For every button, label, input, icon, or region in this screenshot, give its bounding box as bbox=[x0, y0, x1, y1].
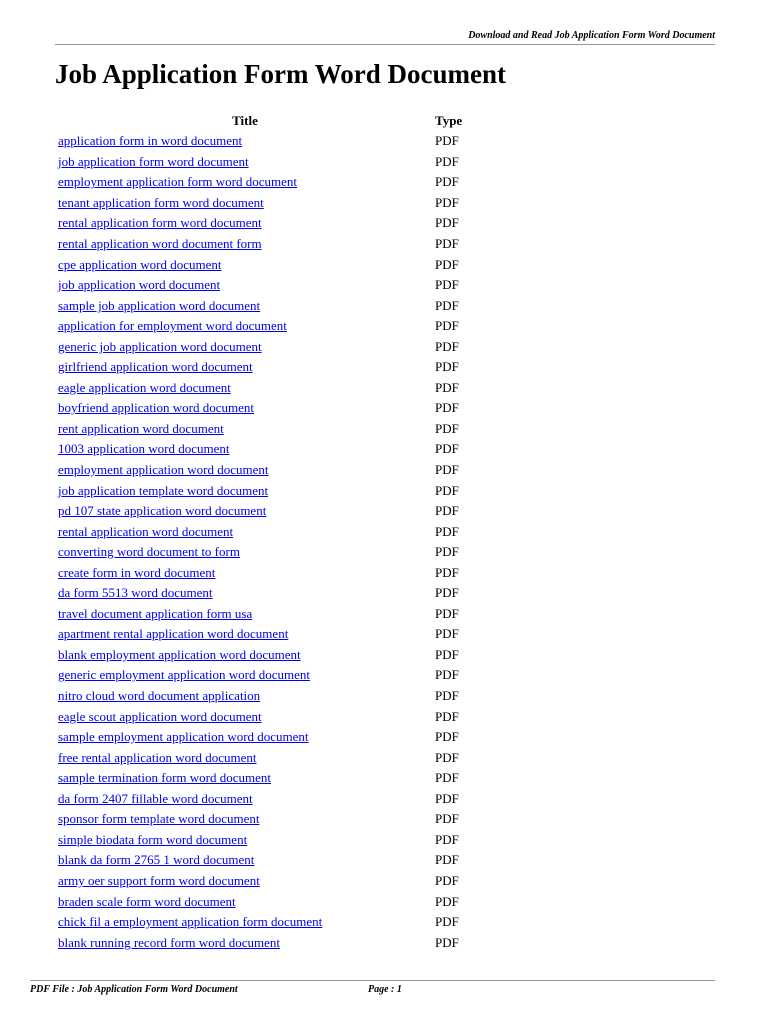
title-cell bbox=[55, 604, 435, 625]
type-cell: PDF bbox=[435, 338, 459, 354]
table-row bbox=[55, 542, 515, 563]
table-row bbox=[55, 562, 515, 583]
title-cell bbox=[55, 357, 435, 378]
type-cell: PDF bbox=[435, 420, 459, 436]
table-row bbox=[55, 521, 515, 542]
title-cell bbox=[55, 789, 435, 810]
header-divider bbox=[55, 44, 715, 45]
title-cell bbox=[55, 891, 435, 912]
type-cell: PDF bbox=[435, 297, 459, 313]
title-cell bbox=[55, 912, 435, 933]
title-cell bbox=[55, 768, 435, 789]
title-cell bbox=[55, 871, 435, 892]
table-row bbox=[55, 665, 515, 686]
title-cell bbox=[55, 439, 435, 460]
table-row bbox=[55, 747, 515, 768]
title-cell bbox=[55, 583, 435, 604]
table-row bbox=[55, 809, 515, 830]
type-cell: PDF bbox=[435, 811, 459, 827]
table-body bbox=[55, 131, 515, 953]
table-row bbox=[55, 316, 515, 337]
type-cell: PDF bbox=[435, 585, 459, 601]
title-cell bbox=[55, 830, 435, 851]
document-link[interactable]: generic employment application word document bbox=[58, 667, 310, 683]
title-cell bbox=[55, 480, 435, 501]
table-row bbox=[55, 172, 515, 193]
type-cell: PDF bbox=[435, 236, 459, 251]
table-row bbox=[55, 234, 515, 255]
type-cell: PDF bbox=[435, 729, 459, 745]
document-link[interactable]: apartment rental application word document bbox=[58, 626, 289, 642]
document-link[interactable]: eagle application word document bbox=[58, 379, 231, 395]
table-row bbox=[55, 501, 515, 522]
table-row bbox=[55, 336, 515, 357]
document-link[interactable]: free rental application word document bbox=[58, 749, 257, 765]
title-cell bbox=[55, 542, 435, 563]
table-row bbox=[55, 193, 515, 214]
document-link[interactable]: create form in word document bbox=[58, 564, 216, 580]
document-link[interactable]: pd 107 state application word document bbox=[58, 503, 267, 519]
title-cell bbox=[55, 336, 435, 357]
table-row bbox=[55, 460, 515, 481]
type-cell: PDF bbox=[435, 462, 459, 478]
title-cell bbox=[55, 850, 435, 871]
title-cell bbox=[55, 419, 435, 440]
document-link[interactable]: travel document application form usa bbox=[58, 605, 253, 621]
title-cell bbox=[55, 624, 435, 645]
type-cell: PDF bbox=[435, 831, 459, 847]
document-link[interactable]: rent application word document bbox=[58, 420, 224, 436]
title-cell bbox=[55, 727, 435, 748]
document-link[interactable]: rental application form word document bbox=[58, 215, 262, 231]
footer-file-label: PDF File : Job Application Form Word Document bbox=[30, 984, 238, 995]
type-cell: PDF bbox=[435, 626, 459, 642]
footer-divider bbox=[30, 980, 715, 981]
type-cell: PDF bbox=[435, 174, 459, 190]
type-cell: PDF bbox=[435, 852, 459, 868]
type-cell: PDF bbox=[435, 646, 459, 662]
document-link[interactable]: rental application word document form bbox=[58, 236, 262, 251]
document-link[interactable]: army oer support form word document bbox=[58, 872, 260, 888]
document-link[interactable]: blank running record form word document bbox=[58, 934, 281, 950]
title-cell bbox=[55, 809, 435, 830]
title-cell bbox=[55, 316, 435, 337]
type-cell: PDF bbox=[435, 318, 459, 334]
title-cell bbox=[55, 665, 435, 686]
table-row bbox=[55, 254, 515, 275]
title-cell bbox=[55, 275, 435, 296]
document-link[interactable]: braden scale form word document bbox=[58, 893, 236, 909]
table-row bbox=[55, 727, 515, 748]
type-cell: PDF bbox=[435, 564, 459, 580]
type-cell: PDF bbox=[435, 379, 459, 395]
page-number: Page : 1 bbox=[368, 984, 402, 995]
document-link[interactable]: application for employment word document bbox=[58, 318, 287, 334]
table-row bbox=[55, 480, 515, 501]
title-cell bbox=[55, 501, 435, 522]
document-link[interactable]: tenant application form word document bbox=[58, 194, 264, 210]
document-link[interactable]: chick fil a employment application form document bbox=[58, 914, 323, 930]
document-link[interactable]: converting word document to form bbox=[58, 544, 240, 560]
document-link[interactable]: employment application word document bbox=[58, 462, 269, 478]
table-header-row bbox=[55, 110, 515, 131]
type-cell: PDF bbox=[435, 688, 459, 704]
document-link[interactable]: da form 5513 word document bbox=[58, 585, 213, 601]
document-link[interactable]: employment application form word document bbox=[58, 174, 297, 190]
document-link[interactable]: 1003 application word document bbox=[58, 441, 230, 457]
title-cell bbox=[55, 172, 435, 193]
title-cell bbox=[55, 562, 435, 583]
document-title: Job Application Form Word Document bbox=[55, 59, 507, 89]
title-cell bbox=[55, 521, 435, 542]
type-cell: PDF bbox=[435, 708, 459, 724]
title-cell bbox=[55, 686, 435, 707]
table-row bbox=[55, 871, 515, 892]
table-row bbox=[55, 398, 515, 419]
title-cell bbox=[55, 706, 435, 727]
table-row bbox=[55, 706, 515, 727]
type-cell: PDF bbox=[435, 482, 459, 498]
type-cell: PDF bbox=[435, 359, 459, 375]
title-cell bbox=[55, 254, 435, 275]
document-link[interactable]: cpe application word document bbox=[58, 256, 222, 272]
title-cell bbox=[55, 131, 435, 152]
type-cell: PDF bbox=[435, 790, 459, 806]
table-row bbox=[55, 789, 515, 810]
table-row bbox=[55, 131, 515, 152]
title-cell bbox=[55, 152, 435, 173]
document-link[interactable]: sample employment application word document bbox=[58, 729, 309, 745]
table-row bbox=[55, 357, 515, 378]
table-row bbox=[55, 645, 515, 666]
table-row bbox=[55, 213, 515, 234]
document-link[interactable]: blank da form 2765 1 word document bbox=[58, 852, 255, 868]
title-cell bbox=[55, 378, 435, 399]
title-cell bbox=[55, 295, 435, 316]
table-row bbox=[55, 686, 515, 707]
type-cell: PDF bbox=[435, 605, 459, 621]
title-column-header: Title bbox=[232, 112, 258, 128]
document-link[interactable]: rental application word document bbox=[58, 523, 234, 539]
table-row bbox=[55, 295, 515, 316]
document-link[interactable]: sample job application word document bbox=[58, 297, 261, 313]
table-row bbox=[55, 152, 515, 173]
document-link[interactable]: sponsor form template word document bbox=[58, 811, 260, 827]
title-cell bbox=[55, 213, 435, 234]
table-row bbox=[55, 583, 515, 604]
title-cell bbox=[55, 193, 435, 214]
table-row bbox=[55, 830, 515, 851]
running-header: Download and Read Job Application Form Word Document bbox=[468, 30, 715, 41]
type-cell: PDF bbox=[435, 256, 459, 272]
table-row bbox=[55, 624, 515, 645]
type-cell: PDF bbox=[435, 749, 459, 765]
type-column-header: Type bbox=[435, 112, 463, 128]
document-list-table bbox=[55, 110, 515, 953]
document-link[interactable]: job application word document bbox=[58, 277, 221, 293]
document-link[interactable]: job application form word document bbox=[58, 153, 249, 169]
title-cell bbox=[55, 645, 435, 666]
title-cell bbox=[55, 398, 435, 419]
title-cell bbox=[55, 747, 435, 768]
table-row bbox=[55, 604, 515, 625]
table-row bbox=[55, 378, 515, 399]
type-cell: PDF bbox=[435, 523, 459, 539]
type-cell: PDF bbox=[435, 872, 459, 888]
document-link[interactable]: simple biodata form word document bbox=[58, 831, 248, 847]
type-cell: PDF bbox=[435, 503, 459, 519]
table-row bbox=[55, 768, 515, 789]
title-cell bbox=[55, 932, 435, 953]
type-cell: PDF bbox=[435, 153, 459, 169]
document-link[interactable]: sample termination form word document bbox=[58, 770, 272, 786]
table-row bbox=[55, 932, 515, 953]
document-link[interactable]: job application template word document bbox=[58, 482, 269, 498]
type-cell: PDF bbox=[435, 400, 459, 416]
title-cell bbox=[55, 460, 435, 481]
type-cell: PDF bbox=[435, 914, 459, 930]
type-cell: PDF bbox=[435, 667, 459, 683]
document-link[interactable]: blank employment application word document bbox=[58, 646, 301, 662]
type-cell: PDF bbox=[435, 277, 459, 293]
table-row bbox=[55, 912, 515, 933]
type-cell: PDF bbox=[435, 770, 459, 786]
table-row bbox=[55, 850, 515, 871]
table-row bbox=[55, 275, 515, 296]
type-cell: PDF bbox=[435, 133, 459, 149]
document-link[interactable]: application form in word document bbox=[58, 133, 243, 149]
type-cell: PDF bbox=[435, 441, 459, 457]
table-row bbox=[55, 891, 515, 912]
document-link[interactable]: da form 2407 fillable word document bbox=[58, 790, 253, 806]
type-cell: PDF bbox=[435, 194, 459, 210]
document-link[interactable]: girlfriend application word document bbox=[58, 359, 253, 375]
document-link[interactable]: generic job application word document bbox=[58, 338, 262, 354]
table-row bbox=[55, 419, 515, 440]
type-cell: PDF bbox=[435, 544, 459, 560]
type-cell: PDF bbox=[435, 215, 459, 231]
type-cell: PDF bbox=[435, 893, 459, 909]
document-link[interactable]: eagle scout application word document bbox=[58, 708, 262, 724]
document-link[interactable]: nitro cloud word document application bbox=[58, 688, 261, 704]
table-row bbox=[55, 439, 515, 460]
type-cell: PDF bbox=[435, 934, 459, 950]
document-link[interactable]: boyfriend application word document bbox=[58, 400, 255, 416]
title-cell bbox=[55, 234, 435, 255]
